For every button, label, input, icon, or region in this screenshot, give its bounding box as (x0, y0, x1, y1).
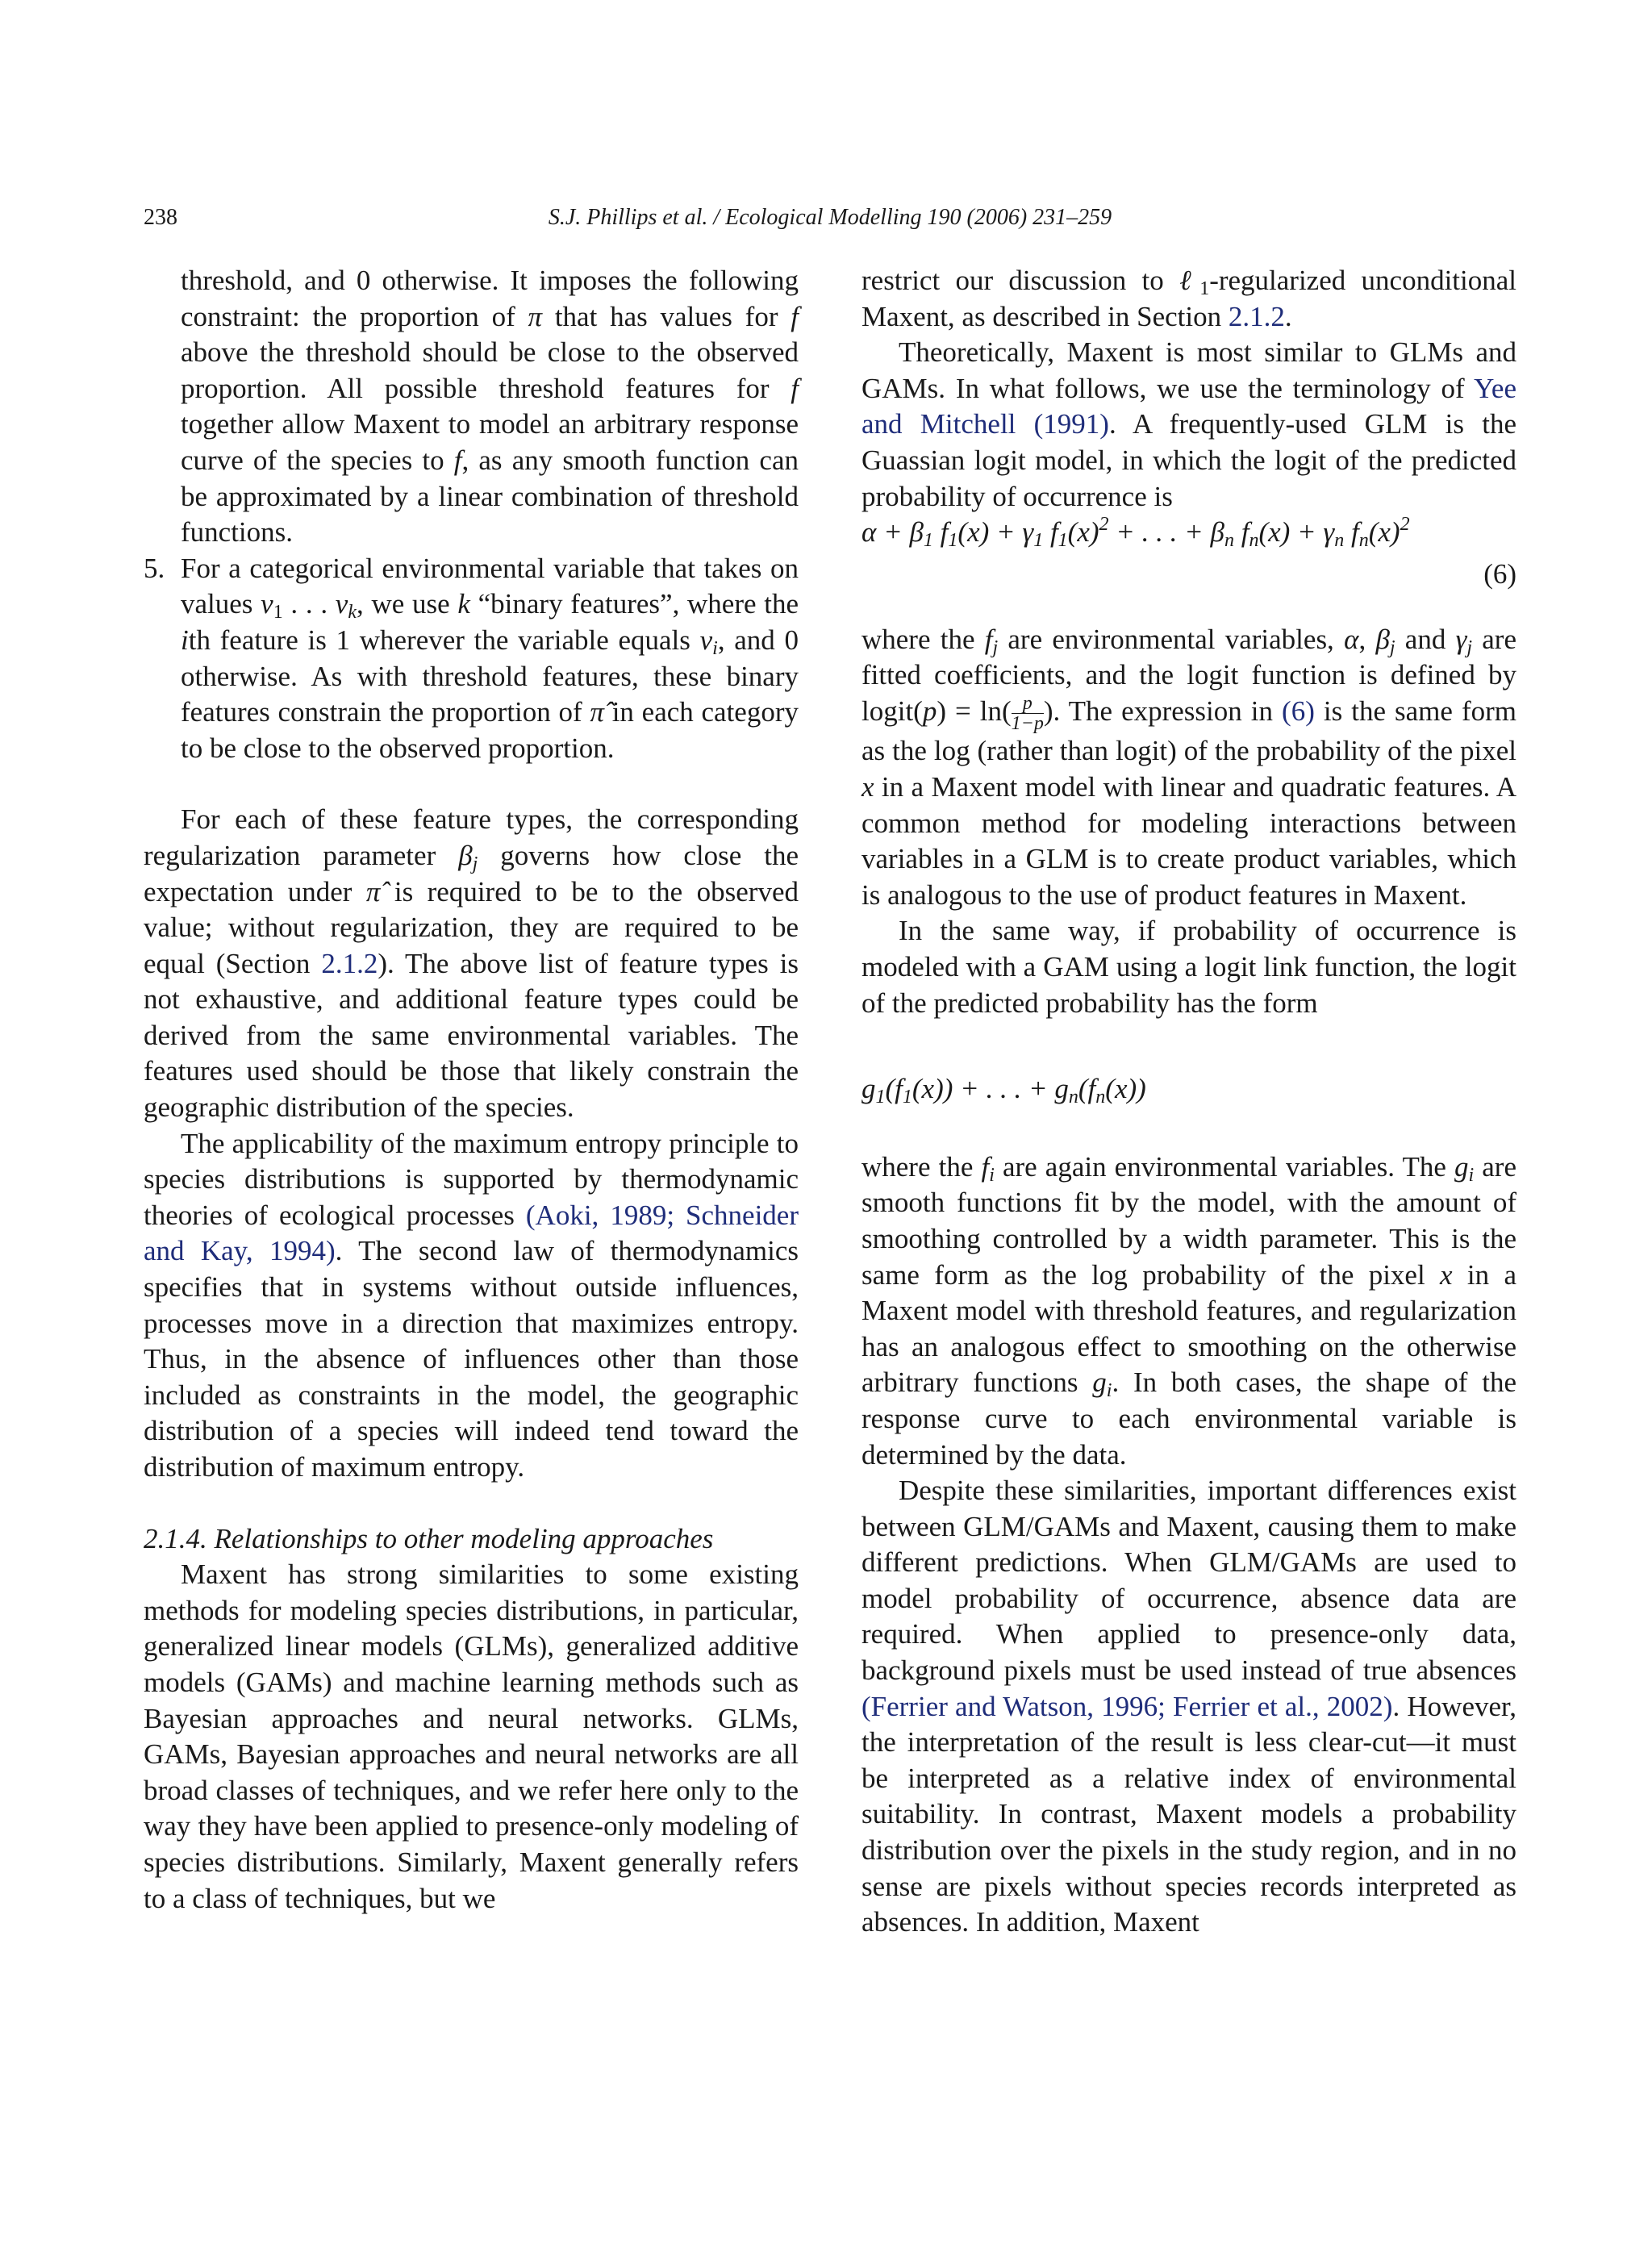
running-header (144, 205, 1516, 237)
paragraph-relationships: Maxent has strong similarities to some existing methods for modeling species distributions, in particular, generalized linear models (GLMs), generalized additive models (GAMs) and machine learning methods such as Bayesian approaches and neural networks. GLMs, GAMs, Bayesian approaches and neural networks are all broad classes of techniques, and we refer here only to the way they have been applied to presence-only modeling of species distributions. Similarly, Maxent generally refers to a class of techniques, but we (144, 1558, 799, 1914)
subsection-heading: 2.1.4. Relationships to other modeling approaches (144, 1522, 714, 1554)
equation-gam: $g_1(f_1(x))$ + . . . + $g_n(f_n(x))$ (861, 1073, 1146, 1108)
paragraph-feature-types: For each of these feature types, the corresponding regularization parameter $\beta_j$ governs how close the expectation under π̂ is required to be to the observed value; without regularization, they are required to be equal (Section 2.1.2). The above list of feature types is not exhaustive, and additional feature types could be derived from the same environmental variables. The features used should be those that likely constrain the geographic distribution of the species. (144, 803, 799, 1124)
equation-link-6[interactable]: (6) (1282, 695, 1315, 727)
list-item-5-number: 5. (144, 552, 165, 584)
list-item-4-text: threshold, and 0 otherwise. It imposes the following constraint: the proportion of π that has values for f above the threshold should be close to the observed proportion. All possible threshold features for f together allow Maxent to model an arbitrary response curve of the species to f, as any smooth function can be approximated by a linear combination of threshold functions. (181, 265, 799, 549)
list-item-5 (144, 551, 799, 767)
citation-link-ferrier[interactable]: (Ferrier and Watson, 1996; Ferrier et al., 2002) (861, 1690, 1393, 1722)
paragraph-gam: In the same way, if probability of occurrence is modeled with a GAM using a logit link function, the logit of the predicted probability has the form (861, 915, 1516, 1019)
paragraph-restrict: restrict our discussion to ℓ$_1$-regularized unconditional Maxent, as described in Section 2.1.2. (861, 265, 1516, 332)
paragraph-max-entropy: The applicability of the maximum entropy principle to species distributions is supported by thermodynamic theories of ecological processes (Aoki, 1989; Schneider and Kay, 1994). The second law of thermodynamics specifies that in systems without outside influences, processes move in a direction that maximizes entropy. Thus, in the absence of influences other than those included as constraints in the model, the geographic distribution of a species will indeed tend toward the distribution of maximum entropy. (144, 1127, 799, 1483)
page-number: 238 (144, 205, 177, 230)
journal-citation: S.J. Phillips et al. / Ecological Modelling 190 (2006) 231–259 (548, 205, 1112, 230)
section-link-2-1-2-right[interactable]: 2.1.2 (1228, 300, 1285, 332)
paragraph-differences: Despite these similarities, important differences exist between GLM/GAMs and Maxent, causing them to make different predictions. When GLM/GAMs are used to model probability of occurrence, absence data are required. When applied to presence-only data, background pixels must be used instead of true absences (Ferrier and Watson, 1996; Ferrier et al., 2002). However, the interpretation of the result is less clear-cut—it must be interpreted as a relative index of environmental suitability. In contrast, Maxent models a probability distribution over the pixels in the study region, and in no sense are pixels without species records interpreted as absences. In addition, Maxent (861, 1475, 1517, 1938)
right-column (861, 263, 1516, 1941)
citation-link-yee-mitchell[interactable]: Yee and Mitchell (1991) (861, 372, 1516, 440)
left-column (144, 263, 799, 1917)
list-item-4-continuation (144, 263, 799, 551)
section-link-2-1-2[interactable]: 2.1.2 (321, 947, 378, 979)
equation-6-number: (6) (1483, 558, 1516, 590)
list-item-5-text: For a categorical environmental variable that takes on values $v_1$ . . . $v_k$, we use k “binary features”, where the ith feature is 1 wherever the variable equals $v_i$, and 0 otherwise. As with threshold features, these binary features constrain the proportion of π̂ in each category to be close to the observed proportion. (181, 552, 799, 764)
paragraph-glm-gam: Theoretically, Maxent is most similar to GLMs and GAMs. In what follows, we use the terminology of Yee and Mitchell (1991). A frequently-used GLM is the Guassian logit model, in which the logit of the predicted probability of occurrence is (861, 336, 1516, 512)
paragraph-logit: where the $f_j$ are environmental variables, α, $\beta_j$ and $\gamma_j$ are fitted coefficients, and the logit function is defined by logit(p) = ln( $\frac{p}{1-p}$ ). The expression in (6) is the same form as the log (rather than logit) of the probability of the pixel x in a Maxent model with linear and quadratic features. A common method for modeling interactions between variables in a GLM is to create product variables, which is analogous to the use of product features in Maxent. (861, 623, 1516, 911)
citation-link-aoki[interactable]: (Aoki, 1989; Schneider and Kay, 1994) (144, 1199, 799, 1267)
paragraph-smooth-functions: where the $f_i$ are again environmental variables. The $g_i$ are smooth functions fit by the model, with the amount of smoothing controlled by a width parameter. This is the same form as the log probability of the pixel x in a Maxent model with threshold features, and regularization has an analogous effect to smoothing on the otherwise arbitrary functions $g_i$. In both cases, the shape of the response curve to each environmental variable is determined by the data. (861, 1150, 1516, 1471)
equation-6: $\alpha + \beta_1$ $f_1(x) + \gamma_1$ $f_1(x)^2$ + . . . + $\beta_n$ $f_n(x) + \gamma_n$ $f_n(x)^2$ (861, 514, 1410, 552)
